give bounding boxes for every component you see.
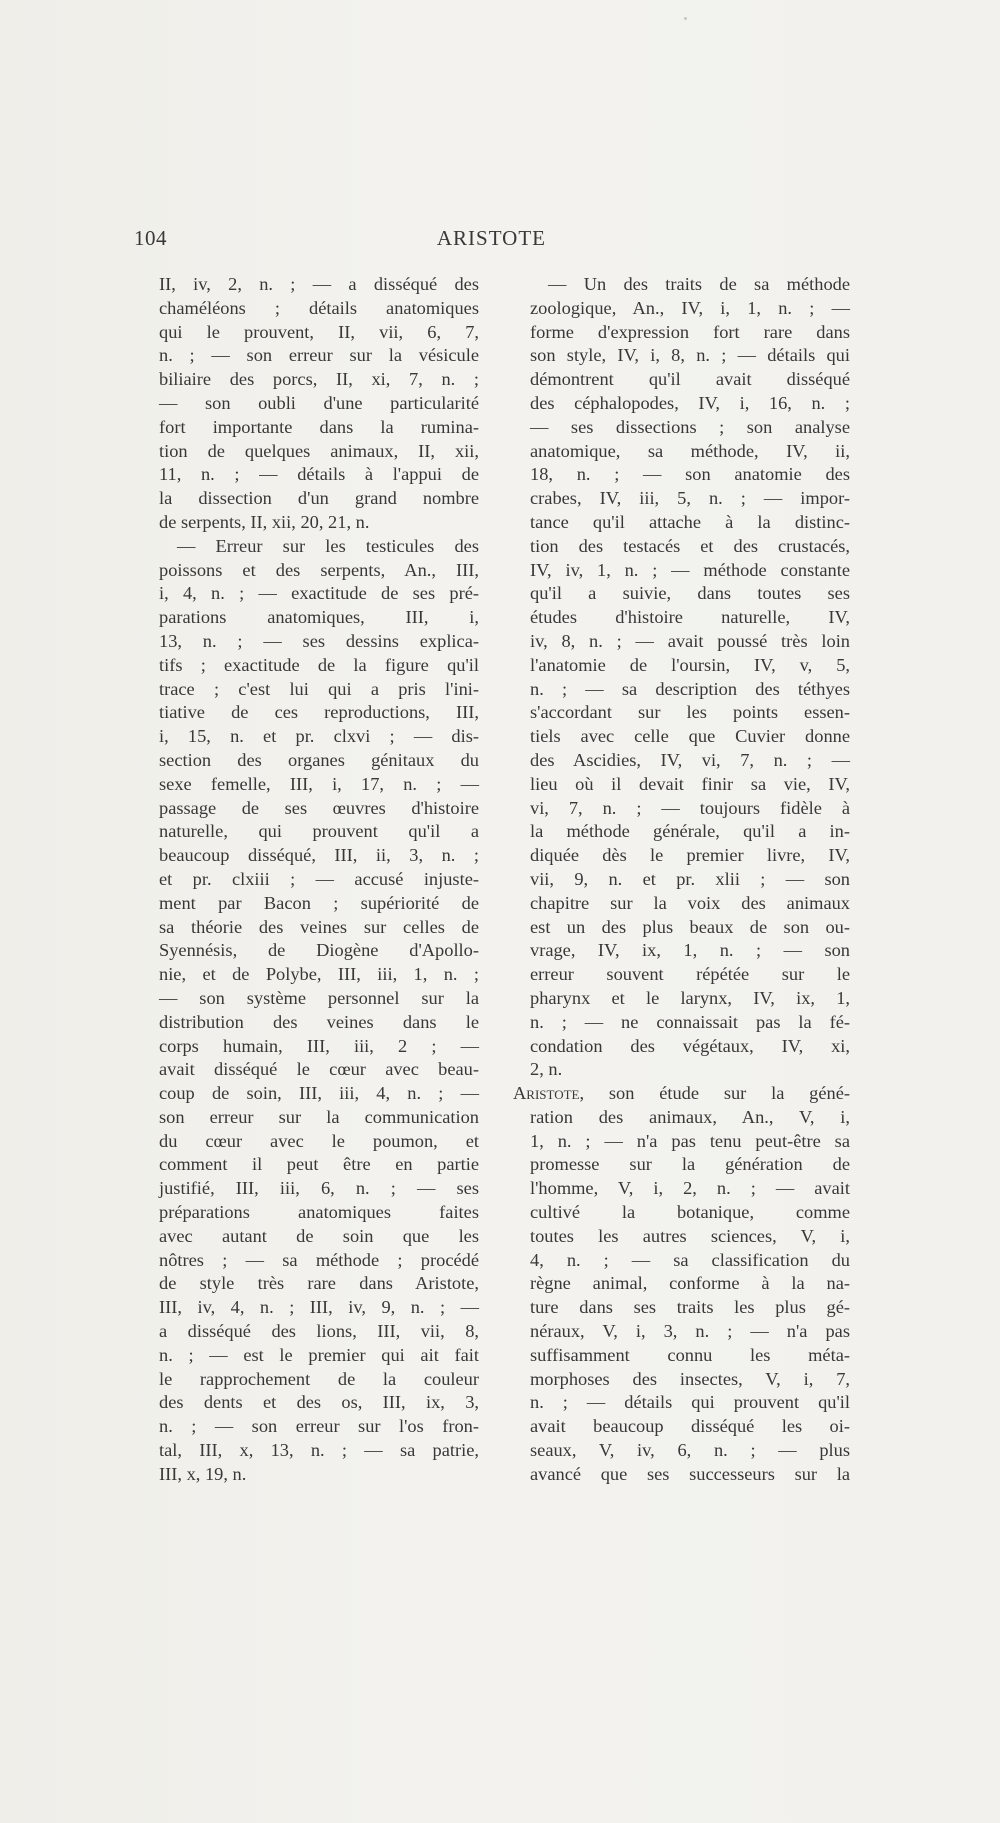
index-line: tiative de ces reproductions, III, xyxy=(159,702,479,723)
index-line: des dents et des os, III, ix, 3, xyxy=(159,1392,479,1413)
index-line: II, iv, 2, n. ; — a disséqué des xyxy=(159,274,479,294)
index-line: la méthode générale, qu'il a in- xyxy=(530,821,850,842)
index-line: tifs ; exactitude de la figure qu'il xyxy=(159,654,479,675)
index-line: suffisamment connu les méta- xyxy=(530,1344,850,1365)
index-line: i, 4, n. ; — exactitude de ses pré- xyxy=(159,583,479,604)
index-line: trace ; c'est lui qui a pris l'ini- xyxy=(159,678,479,699)
index-line: forme d'expression fort rare dans xyxy=(530,321,850,342)
index-column-right xyxy=(513,273,850,1487)
index-line: III, x, 19, n. xyxy=(159,1463,247,1484)
index-line: promesse sur la génération de xyxy=(530,1154,850,1175)
index-line: n. ; — ne connaissait pas la fé- xyxy=(530,1011,850,1032)
index-line: toutes les autres sciences, V, i, xyxy=(530,1225,850,1246)
index-line: études d'histoire naturelle, IV, xyxy=(530,607,850,628)
index-line: — son oubli d'une particularité xyxy=(159,392,479,413)
index-line: n. ; — est le premier qui ait fait xyxy=(159,1344,479,1365)
index-line: comment il peut être en partie xyxy=(159,1154,479,1175)
index-line: III, iv, 4, n. ; III, iv, 9, n. ; — xyxy=(159,1297,479,1318)
index-line: nie, et de Polybe, III, iii, 1, n. ; xyxy=(159,964,479,985)
index-line: poissons et des serpents, An., III, xyxy=(159,559,479,580)
index-line: qui le prouvent, II, vii, 6, 7, xyxy=(159,321,479,342)
index-line: lieu où il devait finir sa vie, IV, xyxy=(530,773,850,794)
index-line: tance qu'il attache à la distinc- xyxy=(530,511,850,532)
index-line: parations anatomiques, III, i, xyxy=(159,607,479,628)
index-line: vrage, IV, ix, 1, n. ; — son xyxy=(530,940,850,961)
index-line: — ses dissections ; son analyse xyxy=(530,416,850,437)
index-line: morphoses des insectes, V, i, 7, xyxy=(530,1368,850,1389)
index-line: démontrent qu'il avait disséqué xyxy=(530,369,850,390)
index-line: avancé que ses successeurs sur la xyxy=(530,1463,850,1484)
index-line: crabes, IV, iii, 5, n. ; — impor- xyxy=(530,488,850,509)
index-line: le rapprochement de la couleur xyxy=(159,1368,479,1389)
index-line: n. ; — sa description des téthyes xyxy=(530,678,850,699)
index-line: seaux, V, iv, 6, n. ; — plus xyxy=(530,1440,850,1461)
index-line: justifié, III, iii, 6, n. ; — ses xyxy=(159,1178,479,1199)
index-line: Syennésis, de Diogène d'Apollo- xyxy=(159,940,479,961)
index-line: cultivé la botanique, comme xyxy=(530,1202,850,1223)
index-line: diquée dès le premier livre, IV, xyxy=(530,845,850,866)
index-line: et pr. clxiii ; — accusé injuste- xyxy=(159,868,479,889)
index-line: distribution des veines dans le xyxy=(159,1011,479,1032)
index-line: iv, 8, n. ; — avait poussé très loin xyxy=(530,630,850,651)
entry-headword: Aristote xyxy=(513,1083,580,1104)
running-head xyxy=(134,226,546,256)
index-line: néraux, V, i, 3, n. ; — n'a pas xyxy=(530,1321,850,1342)
index-line: beaucoup disséqué, III, ii, 3, n. ; xyxy=(159,845,479,866)
index-line: vii, 9, n. et pr. xlii ; — son xyxy=(530,868,850,889)
index-line: naturelle, qui prouvent qu'il a xyxy=(159,821,479,842)
index-line: tiels avec celle que Cuvier donne xyxy=(530,726,850,747)
index-line: tion de quelques animaux, II, xii, xyxy=(159,440,479,461)
index-line: 1, n. ; — n'a pas tenu peut-être sa xyxy=(530,1130,850,1151)
index-line: 4, n. ; — sa classification du xyxy=(530,1249,850,1270)
index-line: est un des plus beaux de son ou- xyxy=(530,916,850,937)
index-line: a disséqué des lions, III, vii, 8, xyxy=(159,1321,479,1342)
index-line: avec autant de soin que les xyxy=(159,1225,479,1246)
index-line: 11, n. ; — détails à l'appui de xyxy=(159,464,479,485)
index-line: — Un des traits de sa méthode xyxy=(548,274,850,294)
index-line: — son système personnel sur la xyxy=(159,987,479,1008)
index-line: des céphalopodes, IV, i, 16, n. ; xyxy=(530,392,850,413)
index-line: chapitre sur la voix des animaux xyxy=(530,892,850,913)
index-line: de style très rare dans Aristote, xyxy=(159,1273,479,1294)
index-line: n. ; — son erreur sur l'os fron- xyxy=(159,1416,479,1437)
index-line: de serpents, II, xii, 20, 21, n. xyxy=(159,511,370,532)
index-line: ration des animaux, An., V, i, xyxy=(530,1106,850,1127)
index-line: IV, iv, 1, n. ; — méthode constante xyxy=(530,559,850,580)
index-line: qu'il a suivie, dans toutes ses xyxy=(530,583,850,604)
index-line: coup de soin, III, iii, 4, n. ; — xyxy=(159,1083,479,1104)
index-line: ture dans ses traits les plus gé- xyxy=(530,1297,850,1318)
running-title: ARISTOTE xyxy=(436,226,546,250)
index-line: zoologique, An., IV, i, 1, n. ; — xyxy=(530,297,850,318)
index-line: tal, III, x, 13, n. ; — sa patrie, xyxy=(159,1440,479,1461)
index-line: chaméléons ; détails anatomiques xyxy=(159,297,479,318)
index-line: i, 15, n. et pr. clxvi ; — dis- xyxy=(159,726,479,747)
index-line: règne animal, conforme à la na- xyxy=(530,1273,850,1294)
index-line: fort importante dans la rumina- xyxy=(159,416,479,437)
index-line: pharynx et le larynx, IV, ix, 1, xyxy=(530,987,850,1008)
index-line: corps humain, III, iii, 2 ; — xyxy=(159,1035,479,1056)
index-line: ment par Bacon ; supériorité de xyxy=(159,892,479,913)
index-line: 13, n. ; — ses dessins explica- xyxy=(159,630,479,651)
index-line: anatomique, sa méthode, IV, ii, xyxy=(530,440,850,461)
index-line: Aristote, son étude sur la géné- xyxy=(513,1083,850,1104)
index-line: vi, 7, n. ; — toujours fidèle à xyxy=(530,797,850,818)
index-line: tion des testacés et des crustacés, xyxy=(530,535,850,556)
index-line: son erreur sur la communication xyxy=(159,1106,479,1127)
index-line: son style, IV, i, 8, n. ; — détails qui xyxy=(530,345,850,366)
index-line: nôtres ; — sa méthode ; procédé xyxy=(159,1249,479,1270)
index-line: s'accordant sur les points essen- xyxy=(530,702,850,723)
index-line: n. ; — son erreur sur la vésicule xyxy=(159,345,479,366)
index-line: des Ascidies, IV, vi, 7, n. ; — xyxy=(530,749,850,770)
index-line: la dissection d'un grand nombre xyxy=(159,488,479,509)
index-line: préparations anatomiques faites xyxy=(159,1202,479,1223)
index-column-left xyxy=(159,273,479,1487)
index-line: 2, n. xyxy=(530,1059,563,1080)
page-number: 104 xyxy=(134,226,167,250)
index-line: n. ; — détails qui prouvent qu'il xyxy=(530,1392,850,1413)
index-line: biliaire des porcs, II, xi, 7, n. ; xyxy=(159,369,479,390)
index-line: avait beaucoup disséqué les oi- xyxy=(530,1416,850,1437)
paper-speck xyxy=(684,17,687,20)
index-line: condation des végétaux, IV, xi, xyxy=(530,1035,850,1056)
index-line: l'homme, V, i, 2, n. ; — avait xyxy=(530,1178,850,1199)
index-line: sexe femelle, III, i, 17, n. ; — xyxy=(159,773,479,794)
index-line: l'anatomie de l'oursin, IV, v, 5, xyxy=(530,654,850,675)
index-line: sa théorie des veines sur celles de xyxy=(159,916,479,937)
index-line: du cœur avec le poumon, et xyxy=(159,1130,479,1151)
index-line: erreur souvent répétée sur le xyxy=(530,964,850,985)
index-line: 18, n. ; — son anatomie des xyxy=(530,464,850,485)
index-line: section des organes génitaux du xyxy=(159,749,479,770)
index-line: passage de ses œuvres d'histoire xyxy=(159,797,479,818)
index-line: avait disséqué le cœur avec beau- xyxy=(159,1059,479,1080)
index-line: — Erreur sur les testicules des xyxy=(177,535,479,556)
